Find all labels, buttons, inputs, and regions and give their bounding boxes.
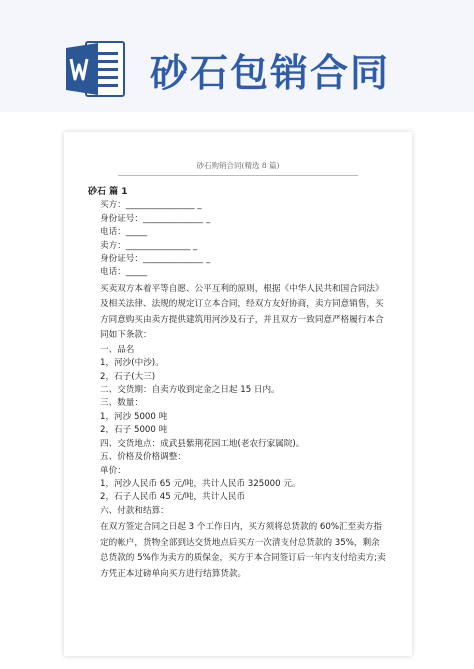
buyer-id-field: 身份证号：______________ _ [100, 213, 211, 224]
clause-line: 二、交货期：自卖方收到定金之日起 15 日内。 [100, 385, 280, 396]
clause-line: 1，河沙人民币 65 元/吨，共计人民币 325000 元。 [100, 478, 301, 489]
section-title: 砂石 篇 1 [88, 187, 128, 197]
seller-phone-field: 电话：_____ [100, 267, 148, 278]
clause-line: 三、数量： [100, 398, 143, 409]
document-header: 砂石购销合同(精选 8 篇) [64, 160, 412, 176]
clause-line: 一、品名 [100, 344, 135, 355]
seller-id-field: 身份证号：______________ _ [100, 254, 211, 265]
intro-paragraph: 买卖双方本着平等自愿、公平互利的原则，根据《中华人民共和国合同法》及相关法律、法规的规定订立本合同，经双方友好协商，卖方同意销售，买方同意购买由卖方提供建筑用河沙及石子，并且双方一致同意严格履行本合同如下条款： [100, 283, 384, 341]
clause-line: 1，河沙(中沙)。 [100, 358, 164, 369]
clause-line: 五、价格及价格调整： [100, 452, 186, 463]
payment-paragraph: 在双方签定合同之日起 3 个工作日内，买方须将总货款的 60%汇至卖方指定的帐户，货物全部到达交货地点后买方一次清支付总货款的 35%，剩余总货款的 5%作为卖方的质保金，买方于本合同签订后一年内支付给卖方;卖方凭正本过磅单向买方进行结算货款。 [100, 522, 386, 579]
clause-line: 2，石子(大三) [100, 371, 156, 382]
buyer-field: 买方：________________ _ [100, 200, 202, 211]
document-body [88, 186, 388, 582]
document-page [64, 132, 412, 656]
clause-line: 单价： [100, 465, 126, 476]
clause-line: 四、交货地点：成武县紫荆花园工地(老农行家属院)。 [100, 438, 305, 449]
clause-line: 2，石子人民币 45 元/吨，共计人民币 [100, 492, 246, 503]
banner [0, 0, 474, 112]
clause-line: 1，河沙 5000 吨 [100, 411, 168, 422]
word-document-icon [64, 40, 126, 98]
seller-field: 卖方：_______________ _ [100, 240, 198, 251]
clause-line: 六、付款和结算： [100, 505, 169, 516]
clause-line: 2，石子 5000 吨 [100, 425, 168, 436]
banner-title: 砂石包销合同 [150, 50, 391, 95]
buyer-phone-field: 电话：_____ [100, 227, 148, 238]
